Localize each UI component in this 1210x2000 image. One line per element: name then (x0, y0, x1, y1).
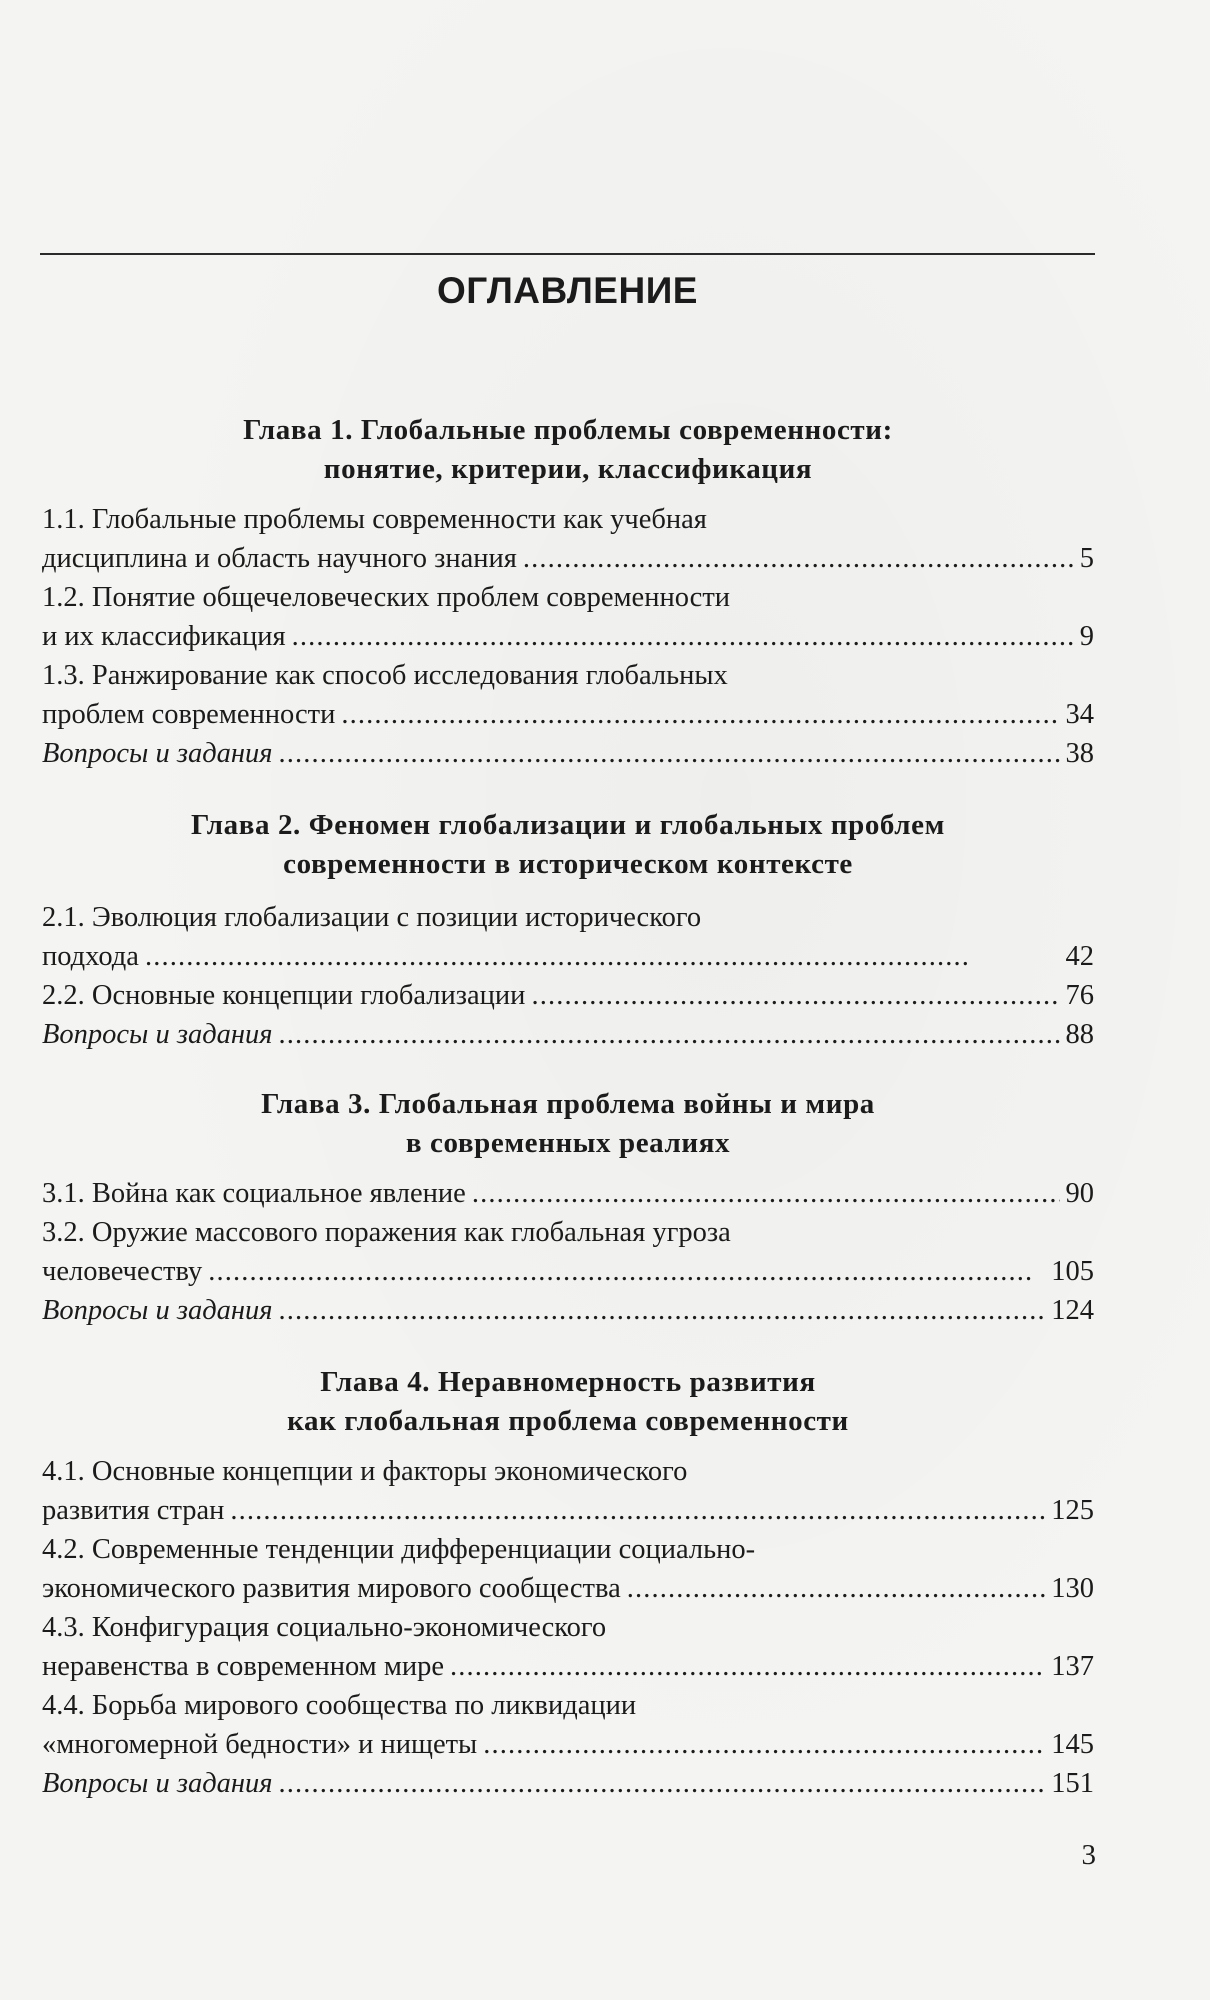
toc-page-number: 124 (1051, 1295, 1094, 1326)
dot-leader (208, 1252, 1045, 1291)
chapter-heading-line: современности в историческом контексте (283, 848, 853, 880)
toc-entry-text: 4.4. Борьба мирового сообщества по ликвидации (42, 1690, 637, 1721)
toc-entry-text: 3.2. Оружие массового поражения как глобальная угроза (42, 1217, 731, 1248)
page-title: ОГЛАВЛЕНИЕ (437, 270, 698, 311)
dot-leader (341, 695, 1059, 734)
chapter-2-heading (42, 806, 1094, 884)
toc-entry-text: 1.1. Глобальные проблемы современности как учебная (42, 504, 707, 535)
chapter-1-heading (42, 411, 1094, 489)
toc-page-number: 145 (1051, 1729, 1094, 1760)
toc-entry-1-3[interactable] (42, 656, 1094, 734)
toc-entry-text: неравенства в современном мире (42, 1651, 445, 1682)
chapter-4-heading (42, 1363, 1094, 1441)
dot-leader (279, 1015, 1060, 1054)
toc-page-number: 90 (1065, 1178, 1094, 1209)
toc-entry-text: 4.3. Конфигурация социально-экономического (42, 1612, 607, 1643)
toc-entry-text: Вопросы и задания (42, 1768, 273, 1799)
toc-entry-1-1[interactable] (42, 500, 1094, 578)
toc-page-number: 38 (1065, 738, 1094, 769)
toc-page-number: 137 (1051, 1651, 1094, 1682)
toc-entry-text: развития стран (42, 1495, 225, 1526)
toc-entry-text: «многомерной бедности» и нищеты (42, 1729, 478, 1760)
toc-page-number: 34 (1065, 699, 1094, 730)
toc-page-number: 9 (1079, 621, 1094, 652)
toc-page-number: 5 (1079, 543, 1094, 574)
toc-entry-text: 2.2. Основные концепции глобализации (42, 980, 526, 1011)
chapter-3-heading (42, 1085, 1094, 1163)
chapter-heading-line: Глава 3. Глобальная проблема войны и мира (261, 1088, 875, 1120)
dot-leader (523, 539, 1074, 578)
dot-leader (279, 1291, 1046, 1330)
dot-leader (531, 976, 1059, 1015)
toc-page-number: 88 (1065, 1019, 1094, 1050)
dot-leader (145, 937, 1060, 976)
header-rule (40, 253, 1095, 255)
chapter-heading-line: Глава 4. Неравномерность развития (320, 1366, 816, 1398)
toc-page-number: 151 (1051, 1768, 1094, 1799)
toc-entry-4-2[interactable] (42, 1530, 1094, 1608)
chapter-heading-line: Глава 1. Глобальные проблемы современности: (243, 414, 893, 446)
toc-entry-text: человечеству (42, 1256, 203, 1287)
toc-entry-text: 1.2. Понятие общечеловеческих проблем современности (42, 582, 731, 613)
page-number: 3 (1081, 1839, 1096, 1871)
toc-entry-text: 3.1. Война как социальное явление (42, 1178, 466, 1209)
toc-entry-text: дисциплина и область научного знания (42, 543, 517, 574)
chapter-heading-line: Глава 2. Феномен глобализации и глобальных проблем (190, 809, 945, 841)
toc-entry-text: 4.1. Основные концепции и факторы экономического (42, 1456, 688, 1487)
toc-page-number: 130 (1051, 1573, 1094, 1604)
toc-entry-text: подхода (42, 941, 139, 972)
toc-entry-text: Вопросы и задания (42, 1019, 273, 1050)
toc-entry-4-questions[interactable] (42, 1764, 1094, 1803)
toc-page-number: 105 (1051, 1256, 1094, 1287)
dot-leader (292, 617, 1074, 656)
toc-entry-text: экономического развития мирового сообщества (42, 1573, 621, 1604)
toc-entry-1-questions[interactable] (42, 734, 1094, 773)
toc-page-number: 76 (1065, 980, 1094, 1011)
chapter-heading-line: понятие, критерии, классификация (323, 453, 813, 485)
dot-leader (450, 1647, 1045, 1686)
toc-page-number: 42 (1065, 941, 1094, 972)
toc-page-number: 125 (1051, 1495, 1094, 1526)
toc-entry-2-1[interactable] (42, 898, 1094, 976)
toc-entry-3-1[interactable] (42, 1174, 1094, 1213)
toc-entry-4-3[interactable] (42, 1608, 1094, 1686)
toc-entry-text: Вопросы и задания (42, 1295, 273, 1326)
chapter-heading-line: как глобальная проблема современности (287, 1405, 849, 1437)
toc-entry-text: 1.3. Ранжирование как способ исследования глобальных (42, 660, 728, 691)
dot-leader (230, 1491, 1045, 1530)
toc-entry-3-2[interactable] (42, 1213, 1094, 1291)
toc-entry-text: и их классификация (42, 621, 286, 652)
dot-leader (472, 1174, 1060, 1213)
toc-entry-3-questions[interactable] (42, 1291, 1094, 1330)
toc-entry-2-questions[interactable] (42, 1015, 1094, 1054)
toc-entry-text: 2.1. Эволюция глобализации с позиции исторического (42, 902, 702, 933)
chapter-heading-line: в современных реалиях (405, 1127, 731, 1159)
toc-entry-2-2[interactable] (42, 976, 1094, 1015)
toc-entry-4-1[interactable] (42, 1452, 1094, 1530)
toc-entry-4-4[interactable] (42, 1686, 1094, 1764)
dot-leader (279, 1764, 1046, 1803)
dot-leader (627, 1569, 1046, 1608)
dot-leader (483, 1725, 1045, 1764)
toc-entry-text: Вопросы и задания (42, 738, 273, 769)
dot-leader (279, 734, 1060, 773)
toc-entry-1-2[interactable] (42, 578, 1094, 656)
toc-entry-text: проблем современности (42, 699, 336, 730)
toc-entry-text: 4.2. Современные тенденции дифференциации социально- (42, 1534, 756, 1565)
